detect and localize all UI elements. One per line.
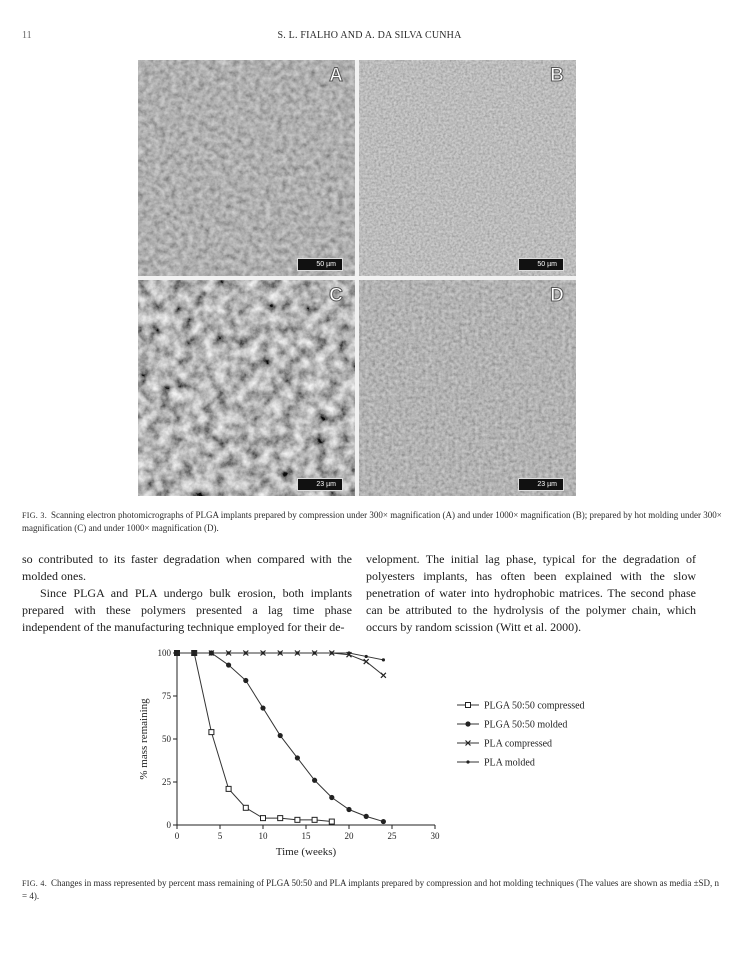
running-head: S. L. FIALHO AND A. DA SILVA CUNHA — [277, 30, 462, 41]
legend-marker-1 — [465, 721, 470, 726]
x-tick-label: 30 — [430, 831, 440, 841]
micrograph-panel-b — [359, 60, 576, 276]
data-point-s3 — [261, 651, 264, 654]
panel-letter-a: A — [329, 65, 343, 86]
scale-bar-b: 50 µm — [518, 258, 564, 271]
y-tick-label: 75 — [162, 691, 171, 701]
data-point-s0 — [209, 730, 214, 735]
x-axis-label: Time (weeks) — [275, 846, 337, 858]
panel-letter-c: C — [329, 285, 343, 306]
series-line-2 — [177, 653, 383, 675]
scale-bar-a: 50 µm — [297, 258, 343, 271]
legend-label-1: PLGA 50:50 molded — [484, 719, 568, 731]
data-point-s1 — [329, 795, 334, 800]
data-point-s1 — [243, 678, 248, 683]
micrograph-b-image — [359, 60, 576, 276]
x-tick-label: 10 — [258, 831, 268, 841]
data-point-s2 — [381, 673, 386, 678]
data-point-s0 — [312, 817, 317, 822]
micrograph-panel-a — [138, 60, 355, 276]
micrograph-grid — [138, 60, 576, 496]
x-tick-label: 20 — [344, 831, 354, 841]
scale-bar-d: 23 µm — [518, 478, 564, 491]
micrograph-d-image — [359, 280, 576, 496]
data-point-s0 — [278, 816, 283, 821]
data-point-s0 — [226, 786, 231, 791]
data-point-s3 — [347, 651, 350, 654]
data-point-s3 — [175, 651, 178, 654]
body-paragraph: velopment. The initial lag phase, typical for the degradation of polyesters implants, has often been explained with the slow penetration of water into hydrophobic matrices. The second phase can be attributed to the hydrolysis of the polymer chain, which occurs by random scission (Witt et al. 2000). — [366, 552, 696, 634]
data-point-s0 — [329, 819, 334, 824]
micrograph-c-image — [138, 280, 355, 496]
figure-3-caption-text: Scanning electron photomicrographs of PLGA implants prepared by compression under 300× magnification (A) and under 1000× magnification (B); prepared by hot molding under 300× magnification (C) and under 1000× magnification (D). — [22, 510, 722, 533]
data-point-s3 — [365, 655, 368, 658]
panel-letter-b: B — [550, 65, 564, 86]
body-column-right — [366, 551, 696, 636]
data-point-s3 — [296, 651, 299, 654]
data-point-s2 — [364, 659, 369, 664]
data-point-s1 — [226, 662, 231, 667]
data-point-s1 — [260, 705, 265, 710]
y-tick-label: 25 — [162, 777, 171, 787]
mass-remaining-chart — [135, 645, 605, 870]
data-point-s0 — [295, 817, 300, 822]
data-point-s3 — [313, 651, 316, 654]
figure-4-caption — [22, 877, 722, 902]
data-point-s0 — [261, 816, 266, 821]
data-point-s3 — [210, 651, 213, 654]
x-tick-label: 25 — [387, 831, 397, 841]
figure-3-caption — [22, 509, 722, 534]
y-tick-label: 100 — [157, 648, 171, 658]
page-number: 11 — [22, 30, 32, 41]
data-point-s1 — [278, 733, 283, 738]
data-point-s3 — [193, 651, 196, 654]
data-point-s0 — [243, 805, 248, 810]
figure-3-label: FIG. 3. — [22, 511, 47, 520]
data-point-s1 — [295, 755, 300, 760]
data-point-s3 — [330, 651, 333, 654]
legend-label-0: PLGA 50:50 compressed — [484, 700, 585, 712]
x-tick-label: 0 — [174, 831, 180, 841]
data-point-s3 — [244, 651, 247, 654]
body-paragraph: Since PLGA and PLA undergo bulk erosion, both implants prepared with these polymers presented a lag time phase independent of the manufacturing technique employed for their de- — [22, 586, 352, 634]
series-line-0 — [177, 653, 332, 822]
figure-4-label: FIG. 4. — [22, 879, 47, 888]
data-point-s1 — [364, 814, 369, 819]
scale-bar-c: 23 µm — [297, 478, 343, 491]
figure-4-caption-text: Changes in mass represented by percent mass remaining of PLGA 50:50 and PLA implants prepared by compression and hot molding techniques (The values are shown as media ±SD, n = 4). — [22, 878, 720, 901]
data-point-s3 — [382, 658, 385, 661]
body-column-left — [22, 551, 352, 636]
legend-marker-0 — [466, 703, 471, 708]
data-point-s3 — [227, 651, 230, 654]
data-point-s3 — [279, 651, 282, 654]
y-tick-label: 0 — [166, 820, 171, 830]
micrograph-panel-c — [138, 280, 355, 496]
micrograph-panel-d — [359, 280, 576, 496]
legend-label-2: PLA compressed — [484, 738, 553, 750]
data-point-s1 — [312, 778, 317, 783]
data-point-s1 — [381, 819, 386, 824]
x-tick-label: 5 — [217, 831, 223, 841]
x-tick-label: 15 — [301, 831, 311, 841]
micrograph-a-image — [138, 60, 355, 276]
body-paragraph: so contributed to its faster degradation when compared with the molded ones. — [22, 552, 352, 583]
data-point-s1 — [346, 807, 351, 812]
legend-label-3: PLA molded — [484, 757, 535, 769]
y-tick-label: 50 — [162, 734, 171, 744]
y-axis-label: % mass remaining — [138, 698, 150, 780]
panel-letter-d: D — [550, 285, 564, 306]
legend-marker-3 — [466, 760, 469, 763]
